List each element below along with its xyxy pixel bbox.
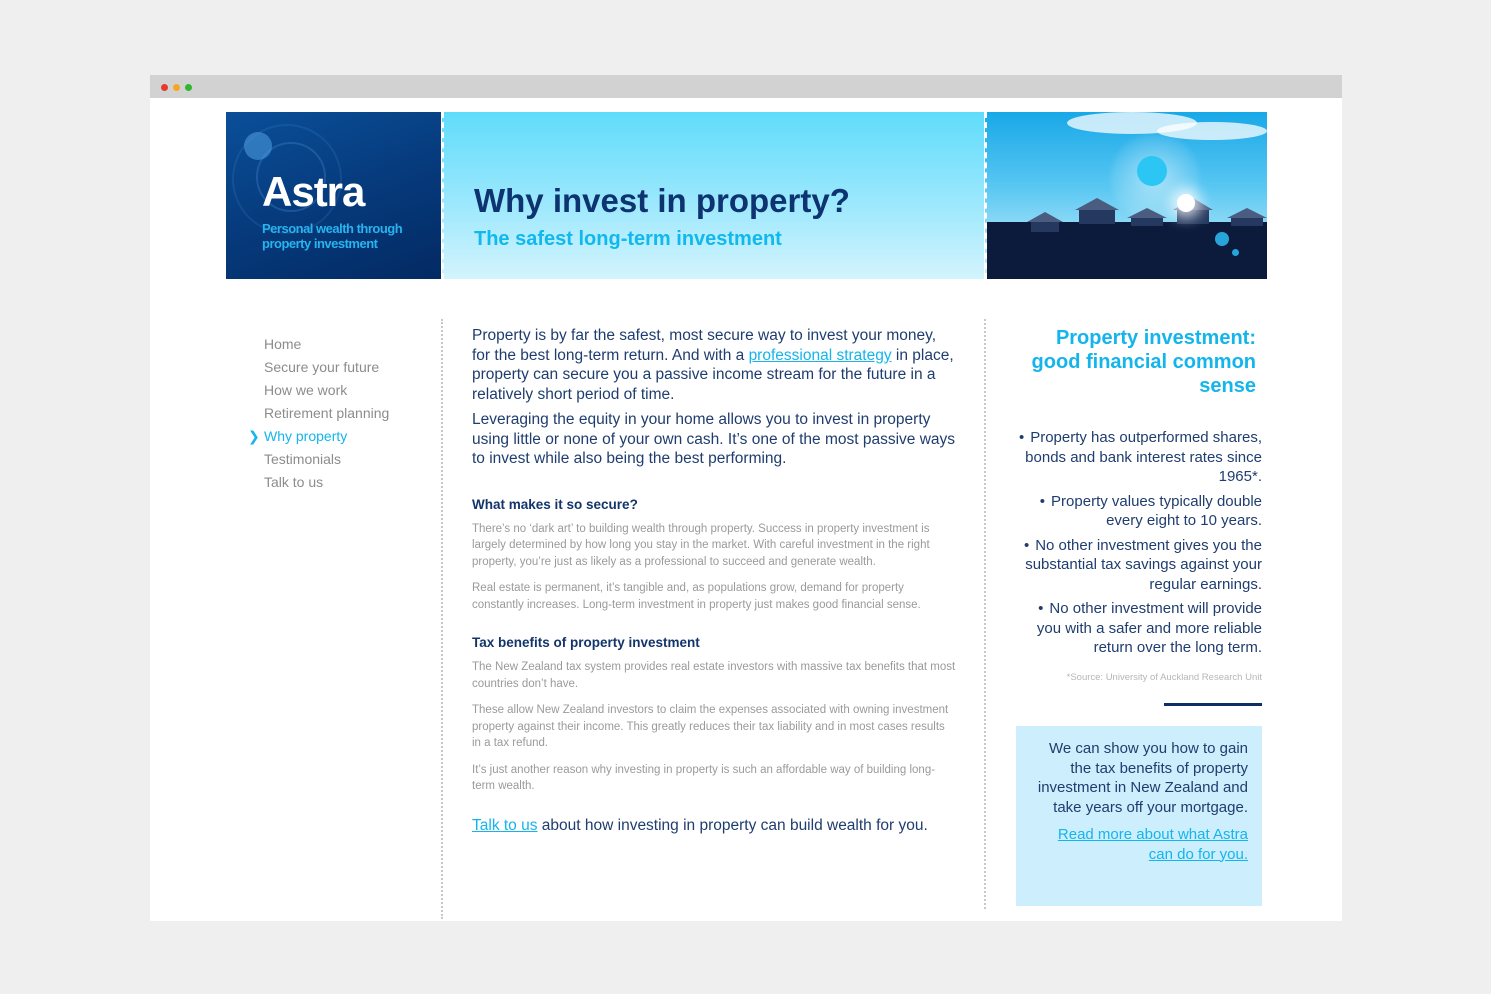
nav-item-label: Home (264, 336, 302, 352)
list-item (1014, 599, 1262, 658)
nav-item-talk-to-us[interactable] (264, 471, 389, 494)
main-content (472, 326, 956, 835)
read-more-link[interactable]: Read more about what Astra can do for you. (1057, 826, 1248, 863)
column-divider (984, 319, 986, 909)
nav-item-home[interactable] (264, 333, 389, 356)
sidebar-divider (1164, 703, 1262, 706)
intro-paragraph (472, 326, 956, 404)
sidebar (1014, 326, 1262, 706)
house-roof-icon (1027, 212, 1063, 222)
nav-item-label: How we work (264, 382, 348, 398)
nav-item-label: Retirement planning (264, 405, 390, 421)
intro-text: in place, property can secure you a passive income stream for the future in a relatively short period of time. (472, 346, 954, 403)
browser-window (150, 75, 1342, 921)
nav-item-label: Testimonials (264, 451, 342, 467)
bullet-icon: • (1038, 600, 1044, 617)
nav-item-label: Secure your future (264, 359, 380, 375)
nav-item-retirement-planning[interactable] (264, 402, 389, 425)
list-item-text: No other investment gives you the substantial tax savings against your regular earnings. (1025, 536, 1262, 593)
minimize-window-icon[interactable] (173, 84, 180, 91)
logo-tagline (262, 221, 432, 251)
houses-silhouette (987, 222, 1267, 279)
body-paragraph: These allow New Zealand investors to claim the expenses associated with owning investment property against their income. This greatly reduces their tax liability and in most cases results in a tax refund. (472, 704, 949, 749)
source-note: *Source: University of Auckland Research Unit (1066, 671, 1262, 683)
sidebar-title: Property investment: good financial common sense (1031, 327, 1256, 397)
section-heading-tax: Tax benefits of property investment (472, 635, 700, 650)
nav-item-why-property[interactable] (248, 425, 389, 448)
title-banner (442, 112, 984, 279)
section-heading-secure: What makes it so secure? (472, 496, 638, 512)
body-paragraph: There’s no ‘dark art’ to building wealth through property. Success in property investment is largely determined by how long you stay in the market. With careful investment in the right property, you’re just as likely as a professional to succeed and generate wealth. (472, 522, 930, 568)
house-icon (1131, 218, 1163, 226)
web-page (150, 98, 1342, 921)
list-item-text: Property values typically double every eight to 10 years. (1051, 492, 1262, 529)
page-title: Why invest in property? (474, 182, 850, 219)
lens-flare-decoration (1215, 232, 1229, 246)
lens-flare-decoration (1232, 249, 1239, 256)
logo-name: Astra (262, 168, 365, 215)
benefits-list (1014, 428, 1262, 658)
nav-item-label: Talk to us (264, 474, 324, 490)
column-divider (441, 319, 443, 919)
promo-text: We can show you how to gain the tax benefits of property investment in New Zealand and take years off your mortgage. (1037, 740, 1248, 816)
logo-tagline-line: property investment (262, 236, 378, 251)
bullet-icon: • (1039, 492, 1046, 510)
logo-circle-icon (244, 132, 272, 160)
nav-item-secure-your-future[interactable] (264, 356, 389, 379)
logo-panel[interactable] (226, 112, 441, 279)
bullet-icon: • (1018, 429, 1025, 446)
body-paragraph: Real estate is permanent, it’s tangible and, as populations grow, demand for property constantly increases. Long-term investment in property just makes good financial sense. (472, 582, 921, 611)
page-subtitle: The safest long-term investment (474, 228, 782, 250)
house-icon (1079, 210, 1115, 224)
talk-to-us-link[interactable]: Talk to us (472, 816, 538, 834)
maximize-window-icon[interactable] (185, 84, 192, 91)
main-navigation (248, 333, 390, 494)
intro-text: Property is by far the safest, most secure way to invest your money, for the best long-term return. And with a (472, 327, 937, 364)
nav-item-label: Why property (264, 428, 348, 444)
list-item (1014, 536, 1262, 595)
nav-item-testimonials[interactable] (264, 448, 389, 471)
house-roof-icon (1075, 198, 1119, 210)
sun-icon (1137, 156, 1167, 186)
house-icon (1177, 210, 1209, 224)
body-paragraph: The New Zealand tax system provides real estate investors with massive tax benefits that most countries don’t have. (472, 661, 956, 690)
house-roof-icon (1227, 208, 1267, 218)
nav-item-how-we-work[interactable] (264, 379, 389, 402)
body-paragraph: It’s just another reason why investing in property is such an affordable way of building long-term wealth. (472, 763, 936, 792)
browser-titlebar (150, 75, 1342, 98)
chevron-right-icon: ❯ (248, 428, 260, 444)
list-item (1014, 428, 1262, 487)
list-item-text: Property has outperformed shares, bonds and bank interest rates since 1965*. (1025, 429, 1262, 485)
close-window-icon[interactable] (161, 84, 168, 91)
house-roof-icon (1127, 208, 1167, 218)
house-icon (1031, 222, 1059, 232)
logo-tagline-line: Personal wealth through (262, 221, 403, 236)
bullet-icon: • (1023, 536, 1030, 554)
list-item-text: No other investment will provide you with a safer and more reliable return over the long term. (1036, 600, 1262, 656)
promo-box (1016, 726, 1262, 906)
cta-text: about how investing in property can build wealth for you. (537, 816, 928, 834)
sun-flare-decoration (1177, 194, 1195, 212)
professional-strategy-link[interactable]: professional strategy (748, 346, 892, 364)
call-to-action (472, 817, 956, 835)
house-icon (1231, 218, 1263, 226)
leverage-paragraph: Leveraging the equity in your home allows you to invest in property using little or none of your own cash. It’s one of the most passive ways to invest while also being the best performing. (472, 411, 956, 467)
header-photo (985, 112, 1267, 279)
list-item (1014, 492, 1262, 531)
